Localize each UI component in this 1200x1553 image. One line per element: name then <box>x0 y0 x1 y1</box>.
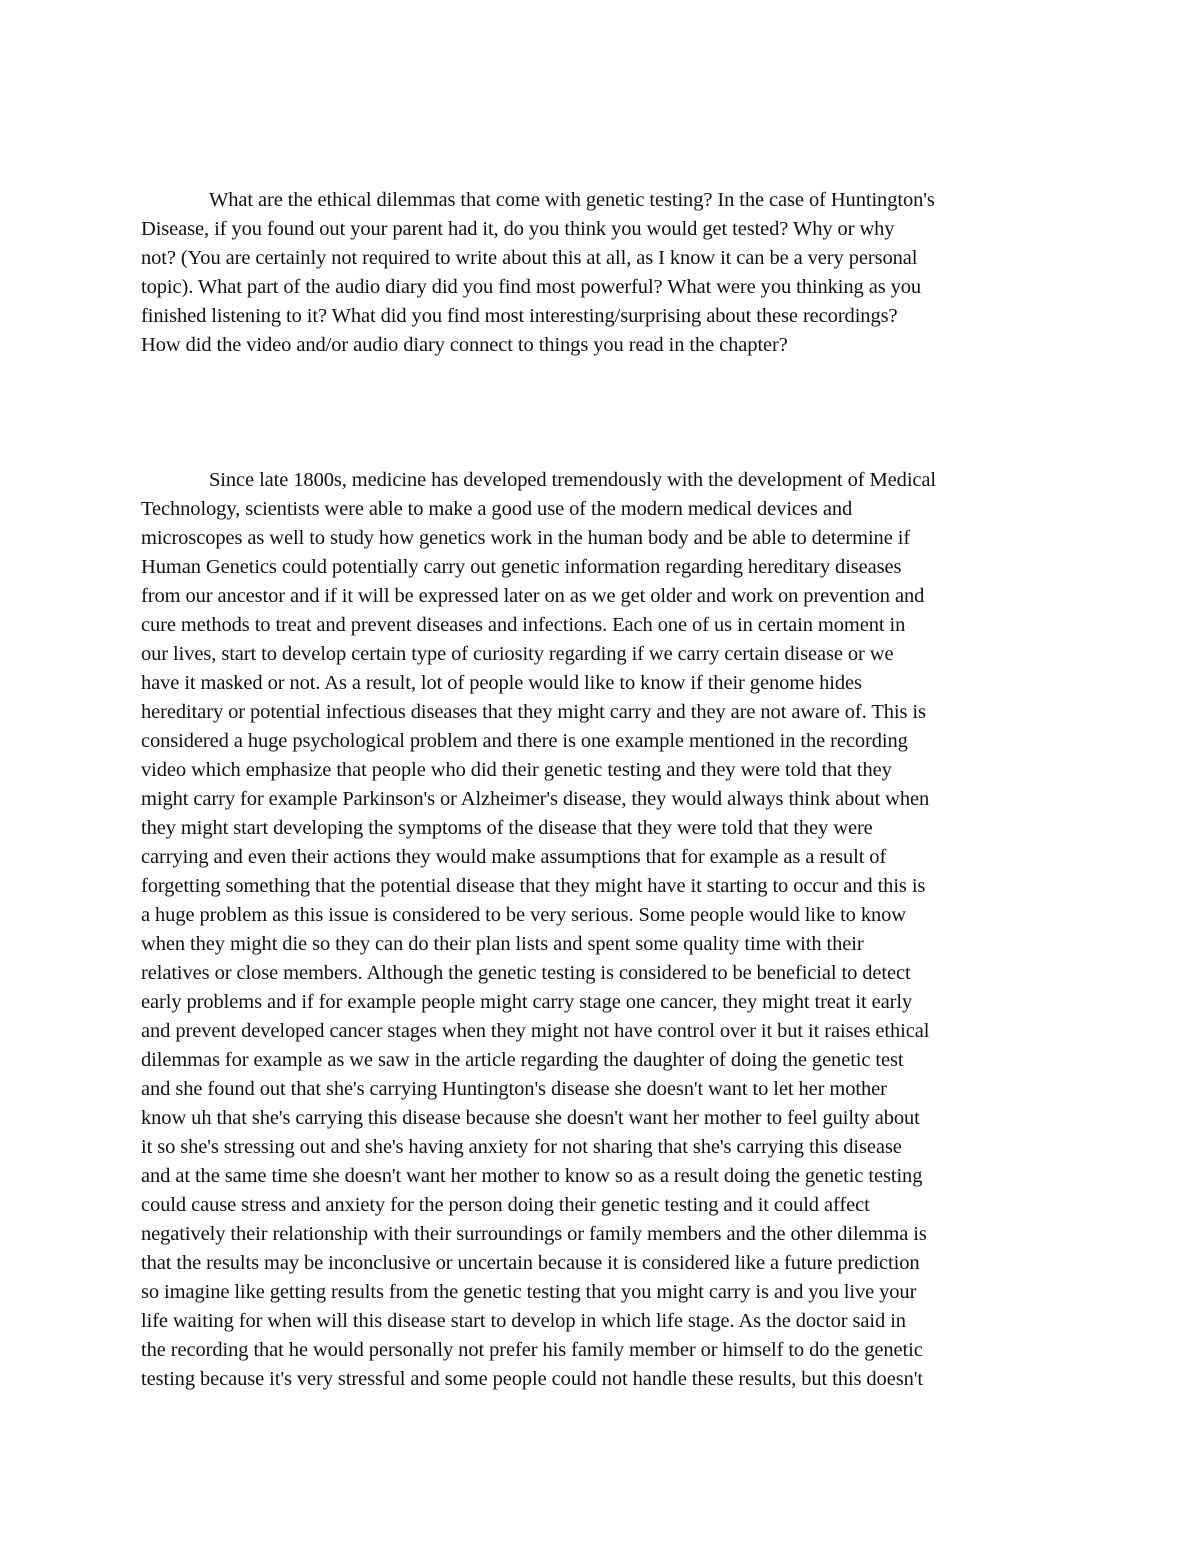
essay-line: Human Genetics could potentially carry out genetic information regarding hereditary diseases <box>141 556 902 578</box>
prompt-paragraph <box>141 186 1061 360</box>
essay-line: life waiting for when will this disease start to develop in which life stage. As the doctor said in <box>141 1310 906 1332</box>
essay-paragraph <box>141 466 1061 1394</box>
essay-line: when they might die so they can do their plan lists and spent some quality time with their <box>141 933 864 955</box>
essay-line: Technology, scientists were able to make a good use of the modern medical devices and <box>141 498 853 520</box>
prompt-line: finished listening to it? What did you find most interesting/surprising about these recordings? <box>141 305 898 327</box>
prompt-line: What are the ethical dilemmas that come with genetic testing? In the case of Huntington's <box>209 189 935 211</box>
essay-line: a huge problem as this issue is considered to be very serious. Some people would like to know <box>141 904 907 926</box>
essay-line: hereditary or potential infectious diseases that they might carry and they are not aware of. This is <box>141 701 926 723</box>
essay-line: cure methods to treat and prevent diseases and infections. Each one of us in certain moment in <box>141 614 906 636</box>
essay-line: considered a huge psychological problem and there is one example mentioned in the recording <box>141 730 908 752</box>
essay-line: have it masked or not. As a result, lot of people would like to know if their genome hides <box>141 672 862 694</box>
essay-line: that the results may be inconclusive or uncertain because it is considered like a future prediction <box>141 1252 920 1274</box>
essay-line: and she found out that she's carrying Huntington's disease she doesn't want to let her mother <box>141 1078 887 1100</box>
essay-line: might carry for example Parkinson's or Alzheimer's disease, they would always think about when <box>141 788 930 810</box>
essay-line: from our ancestor and if it will be expressed later on as we get older and work on prevention and <box>141 585 925 607</box>
essay-line: video which emphasize that people who did their genetic testing and they were told that they <box>141 759 892 781</box>
essay-line: negatively their relationship with their surroundings or family members and the other dilemma is <box>141 1223 927 1245</box>
essay-line: forgetting something that the potential disease that they might have it starting to occur and this is <box>141 875 926 897</box>
essay-line: Since late 1800s, medicine has developed tremendously with the development of Medical <box>209 469 937 491</box>
prompt-line: topic). What part of the audio diary did you find most powerful? What were you thinking as you <box>141 276 922 298</box>
essay-line: microscopes as well to study how genetics work in the human body and be able to determine if <box>141 527 911 549</box>
prompt-line: How did the video and/or audio diary connect to things you read in the chapter? <box>141 334 788 356</box>
essay-line: the recording that he would personally not prefer his family member or himself to do the genetic <box>141 1339 923 1361</box>
essay-line: dilemmas for example as we saw in the article regarding the daughter of doing the genetic test <box>141 1049 904 1071</box>
essay-line: early problems and if for example people might carry stage one cancer, they might treat it early <box>141 991 913 1013</box>
essay-line: our lives, start to develop certain type of curiosity regarding if we carry certain disease or we <box>141 643 894 665</box>
essay-line: carrying and even their actions they would make assumptions that for example as a result of <box>141 846 887 868</box>
essay-line: relatives or close members. Although the genetic testing is considered to be beneficial to detect <box>141 962 911 984</box>
prompt-line: Disease, if you found out your parent had it, do you think you would get tested? Why or why <box>141 218 895 240</box>
prompt-line: not? (You are certainly not required to write about this at all, as I know it can be a very personal <box>141 247 918 269</box>
essay-line: they might start developing the symptoms of the disease that they were told that they were <box>141 817 873 839</box>
essay-line: so imagine like getting results from the genetic testing that you might carry is and you live your <box>141 1281 917 1303</box>
essay-line: know uh that she's carrying this disease because she doesn't want her mother to feel guilty about <box>141 1107 920 1129</box>
essay-line: and at the same time she doesn't want her mother to know so as a result doing the genetic testing <box>141 1165 923 1187</box>
essay-line: could cause stress and anxiety for the person doing their genetic testing and it could affect <box>141 1194 870 1216</box>
essay-line: testing because it's very stressful and some people could not handle these results, but this doesn't <box>141 1368 923 1390</box>
essay-line: it so she's stressing out and she's having anxiety for not sharing that she's carrying this disease <box>141 1136 902 1158</box>
essay-line: and prevent developed cancer stages when they might not have control over it but it raises ethical <box>141 1020 930 1042</box>
